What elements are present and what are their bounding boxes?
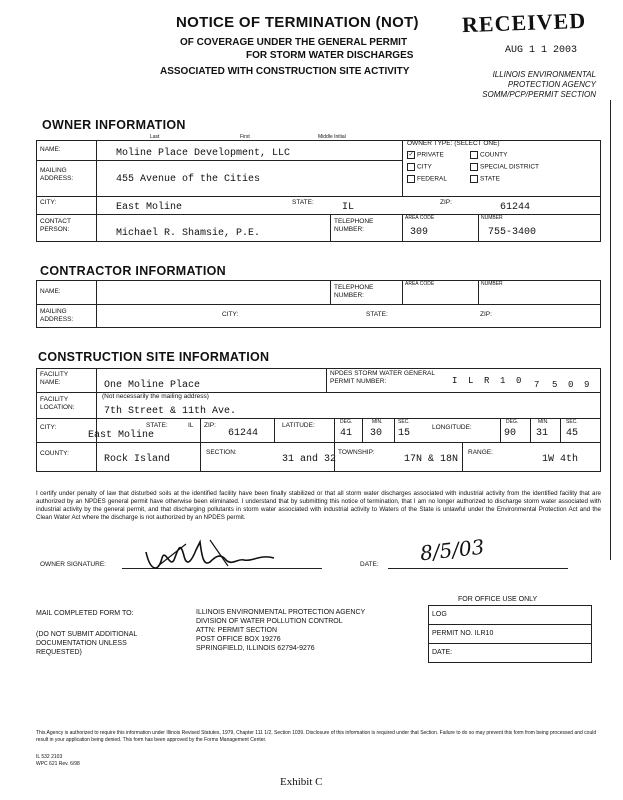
site-lat-min-label: MIN.: [372, 419, 383, 425]
owner-type-special: [470, 163, 539, 172]
form-subtitle-3: ASSOCIATED WITH CONSTRUCTION SITE ACTIVITY: [160, 66, 410, 77]
site-facility-name-value: One Moline Place: [104, 380, 201, 391]
owner-type-state-checkbox[interactable]: [470, 175, 478, 183]
office-row-line: [428, 624, 592, 625]
contractor-label-divider: [96, 280, 97, 328]
site-location-note: (Not necessarily the mailing address): [102, 393, 209, 400]
npdes-char: 0: [568, 380, 574, 390]
site-npdes-label: NPDES STORM WATER GENERAL PERMIT NUMBER:: [330, 370, 435, 385]
contractor-phone-divider: [330, 280, 331, 304]
owner-col-last: Last: [150, 134, 160, 140]
site-city-label: CITY:: [40, 424, 57, 431]
owner-number-divider: [478, 214, 479, 242]
owner-type-special-label: SPECIAL DISTRICT: [480, 163, 539, 171]
owner-phone-value: 755-3400: [488, 227, 537, 238]
site-zip-divider: [200, 418, 201, 442]
owner-section-heading: OWNER INFORMATION: [42, 118, 186, 132]
site-range-divider: [462, 442, 463, 472]
site-lat-sec-label: SEC.: [398, 419, 410, 425]
owner-area-code-label: AREA CODE: [405, 215, 435, 221]
mail-address-line: SPRINGFIELD, ILLINOIS 62794-9276: [196, 645, 315, 652]
exhibit-label: Exhibit C: [280, 776, 323, 788]
site-township-label: TOWNSHIP:: [338, 449, 375, 456]
owner-name-value: Moline Place Development, LLC: [116, 148, 291, 159]
owner-col-mi: Middle Initial: [318, 134, 346, 140]
site-location-value: 7th Street & 11th Ave.: [104, 406, 237, 417]
contractor-phone-label: TELEPHONE NUMBER:: [334, 284, 374, 299]
owner-type-county-checkbox[interactable]: [470, 151, 478, 159]
office-log-label: LOG: [432, 611, 447, 618]
site-row-line: [36, 442, 601, 443]
owner-type-federal: [407, 175, 447, 184]
owner-type-state: [470, 175, 500, 184]
site-range-label: RANGE:: [468, 449, 493, 456]
site-lat-sec-value: 15: [398, 428, 411, 439]
owner-type-divider: [402, 140, 403, 196]
agency-line-3: SOMM/PCP/PERMIT SECTION: [482, 90, 596, 99]
site-lat-sec-divider: [394, 418, 395, 442]
site-facility-name-label: FACILITY NAME:: [40, 371, 69, 386]
office-row-line: [428, 643, 592, 644]
site-location-label: FACILITY LOCATION:: [40, 396, 75, 411]
npdes-char: 7: [534, 380, 540, 390]
mail-address-line: POST OFFICE BOX 19276: [196, 636, 281, 643]
received-stamp-date: AUG 1 1 2003: [505, 45, 578, 56]
office-permit-label: PERMIT NO. ILR10: [432, 630, 494, 637]
site-state-label: STATE:: [146, 422, 168, 429]
contractor-mailing-label: MAILING ADDRESS:: [40, 308, 74, 323]
owner-type-county-label: COUNTY: [480, 151, 508, 159]
owner-mailing-label: MAILING ADDRESS:: [40, 167, 74, 182]
owner-contact-value: Michael R. Shamsie, P.E.: [116, 228, 261, 239]
owner-phone-divider: [330, 214, 331, 242]
npdes-char: I: [452, 376, 458, 386]
site-latitude-label: LATITUDE:: [282, 422, 315, 429]
owner-type-private-checkbox[interactable]: ✓: [408, 152, 414, 158]
contractor-number-divider: [478, 280, 479, 304]
site-city-value: East Moline: [88, 430, 155, 441]
site-lon-min-divider: [530, 418, 531, 442]
owner-col-first: First: [240, 134, 250, 140]
mail-to-label: MAIL COMPLETED FORM TO:: [36, 610, 134, 617]
form-subtitle-1: OF COVERAGE UNDER THE GENERAL PERMIT: [180, 37, 408, 48]
site-section-divider: [200, 442, 201, 472]
footer-form-number-1: IL 532 2103: [36, 754, 63, 760]
footer-form-number-2: WPC 621 Rev. 6/98: [36, 761, 80, 767]
site-npdes-divider: [326, 368, 327, 392]
contractor-city-label: CITY:: [222, 311, 239, 318]
contractor-area-code-label: AREA CODE: [405, 281, 435, 287]
office-use-heading: FOR OFFICE USE ONLY: [458, 596, 538, 603]
mail-note: (DO NOT SUBMIT ADDITIONAL DOCUMENTATION UNLESS REQUESTED): [36, 631, 137, 656]
owner-area-divider: [402, 214, 403, 242]
npdes-char: 1: [500, 376, 506, 386]
contractor-row-line: [36, 304, 601, 305]
owner-state-value: IL: [342, 202, 355, 213]
signature-date-label: DATE:: [360, 561, 379, 568]
contractor-number-label: NUMBER: [481, 281, 503, 287]
site-lat-divider: [274, 418, 275, 442]
site-section-label: SECTION:: [206, 449, 237, 456]
site-longitude-label: LONGITUDE:: [432, 424, 472, 431]
npdes-char: 9: [584, 380, 590, 390]
footer-disclosure: This Agency is authorized to require this information under Illinois Revised Statutes, 1979, Chapter 111 1/2, Section 1039. Disclosure of this information is required under that Section. Failure to do so may prevent this form from being processed and could result in your application being denied. This form has been approved by the Forms Management Center.: [36, 730, 597, 743]
owner-type-federal-checkbox[interactable]: [407, 175, 415, 183]
owner-contact-label: CONTACT PERSON:: [40, 218, 71, 233]
owner-area-code-value: 309: [410, 227, 429, 238]
owner-label-divider: [96, 140, 97, 242]
site-range-value: 1W 4th: [542, 454, 579, 465]
owner-zip-label: ZIP:: [440, 199, 452, 206]
owner-type-label: OWNER TYPE: (SELECT ONE): [407, 140, 500, 147]
form-title: NOTICE OF TERMINATION (NOT): [176, 14, 419, 31]
owner-state-label: STATE:: [292, 199, 314, 206]
certification-text: I certify under penalty of law that disturbed soils at the identified facility have been finally stabilized or that all storm water discharges associated with industrial activity from the identified facility that are authorized by an NPDES general permit have otherwise been eliminated. I understand that by submitting this notice of termination, that I am no longer authorized to discharge storm water associated with industrial activity by the general permit, and that discharging pollutants in storm water associated with industrial activity to Waters of the State is unlawful under the Environmental Protection Act and the Clean Water Act where the discharge is not authorized by an NPDES permit.: [36, 490, 601, 521]
owner-name-label: NAME:: [40, 146, 61, 153]
npdes-char: L: [468, 376, 474, 386]
site-township-value: 17N & 18N: [404, 454, 459, 465]
owner-type-state-label: STATE: [480, 175, 500, 183]
contractor-name-label: NAME:: [40, 288, 61, 295]
site-lon-deg-value: 90: [504, 428, 517, 439]
site-lon-min-value: 31: [536, 428, 549, 439]
owner-signature: [140, 536, 280, 578]
mail-address-line: DIVISION OF WATER POLLUTION CONTROL: [196, 618, 343, 625]
owner-phone-label: TELEPHONE NUMBER:: [334, 218, 374, 233]
received-stamp: RECEIVED: [461, 7, 587, 38]
owner-signature-label: OWNER SIGNATURE:: [40, 561, 106, 568]
agency-line-1: ILLINOIS ENVIRONMENTAL: [492, 70, 596, 79]
npdes-char: R: [484, 376, 490, 386]
owner-type-federal-label: FEDERAL: [417, 175, 447, 183]
site-lat-deg-label: DEG.: [340, 419, 353, 425]
owner-type-private: [407, 151, 444, 160]
site-county-value: Rock Island: [104, 454, 171, 465]
site-lon-deg-label: DEG.: [506, 419, 519, 425]
site-lon-min-label: MIN.: [538, 419, 549, 425]
owner-type-city-label: CITY: [417, 163, 432, 171]
owner-type-special-checkbox[interactable]: [470, 163, 478, 171]
site-section-value: 31 and 32: [282, 454, 337, 465]
owner-row-line: [36, 196, 601, 197]
mail-address: [196, 608, 365, 653]
form-subtitle-2: FOR STORM WATER DISCHARGES: [246, 50, 414, 61]
site-lat-deg-value: 41: [340, 428, 353, 439]
owner-row-line: [36, 214, 601, 215]
signature-date-value: 8/5/03: [418, 534, 486, 566]
site-township-divider: [334, 442, 335, 472]
site-zip-label: ZIP:: [204, 422, 216, 429]
site-lon-deg-divider: [500, 418, 501, 442]
agency-line-2: PROTECTION AGENCY: [507, 80, 596, 89]
owner-type-county: [470, 151, 507, 160]
contractor-area-divider: [402, 280, 403, 304]
page-edge-line: [610, 100, 611, 560]
owner-row-line: [36, 160, 402, 161]
site-lat-min-divider: [362, 418, 363, 442]
site-county-label: COUNTY:: [40, 450, 69, 457]
site-label-divider: [96, 368, 97, 472]
office-date-label: DATE:: [432, 649, 453, 656]
site-section-heading: CONSTRUCTION SITE INFORMATION: [38, 350, 270, 364]
site-lat-min-value: 30: [370, 428, 383, 439]
npdes-char: 0: [516, 376, 522, 386]
owner-number-label: NUMBER: [481, 215, 503, 221]
mail-address-line: ILLINOIS ENVIRONMENTAL PROTECTION AGENCY: [196, 609, 366, 616]
site-lon-sec-divider: [560, 418, 561, 442]
site-lon-sec-label: SEC.: [566, 419, 578, 425]
owner-mailing-value: 455 Avenue of the Cities: [116, 174, 261, 185]
site-lon-sec-value: 45: [566, 428, 579, 439]
owner-city-label: CITY:: [40, 199, 57, 206]
owner-city-value: East Moline: [116, 202, 183, 213]
site-zip-value: 61244: [228, 428, 259, 439]
agency-stamp: [470, 70, 596, 100]
owner-zip-value: 61244: [500, 202, 531, 213]
contractor-section-heading: CONTRACTOR INFORMATION: [40, 264, 226, 278]
owner-type-city: [407, 163, 432, 172]
contractor-zip-label: ZIP:: [480, 311, 492, 318]
site-lat-deg-divider: [334, 418, 335, 442]
npdes-char: 5: [552, 380, 558, 390]
mail-address-line: ATTN: PERMIT SECTION: [196, 627, 278, 634]
site-state-value: IL: [188, 422, 194, 429]
date-line: [388, 568, 568, 569]
owner-type-private-label: PRIVATE: [417, 151, 444, 159]
contractor-state-label: STATE:: [366, 311, 388, 318]
owner-type-city-checkbox[interactable]: [407, 163, 415, 171]
